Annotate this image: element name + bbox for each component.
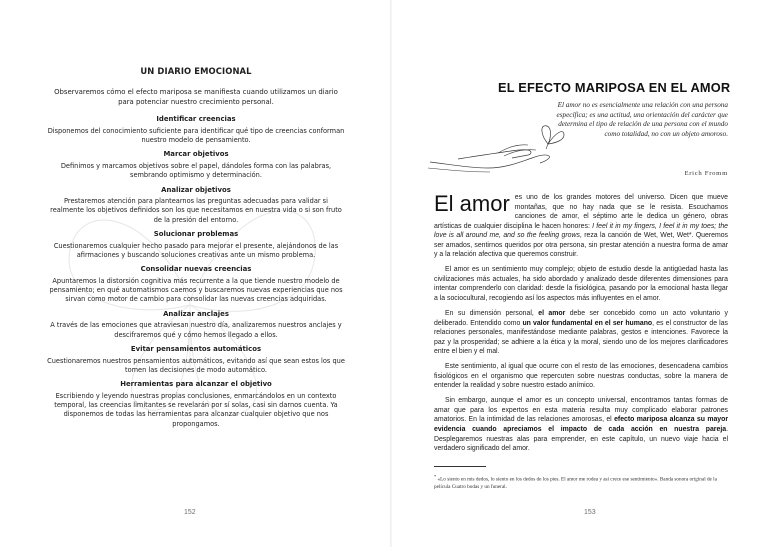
text-run: , es el constructor de las relaciones personales, manifestándose mediante palabras, gestos e intenciones. Favorece la paz y la prosperidad; se adhiere a la ética y la moral, siendo uno de los mejores clarificadores entre el bien y el mal. [434, 319, 728, 356]
left-content [47, 66, 345, 434]
section-text: Apuntaremos la distorsión cognitiva más recurrente a la que tiende nuestro modelo de pensamiento; en qué automatismos caemos y buscaremos nuevas experiencias que nos sirvan como motor de cambio para consolidar las nuevas creencias adquiridas. [49, 276, 343, 304]
bold-text: efecto mariposa alcanza su mayor evidencia cuando apreciamos el impacto de cada acción en nuestra pareja [434, 416, 728, 434]
drop-cap-word: El amor [434, 191, 510, 216]
text-run: En su dimensión personal, [445, 310, 539, 318]
quote-author: Erich Fromm [684, 170, 728, 177]
bold-text: un valor fundamental en el ser humano [522, 319, 653, 327]
text-run: . Desplegaremos nuestras alas para emprender, en este capítulo, un nuevo viaje hacia el verdadero significado del amor. [434, 426, 728, 453]
paragraph: Este sentimiento, al igual que ocurre con el resto de las emociones, desencadena cambios fisiológicos en el organismo que repercuten sobre nuestras conductas, sobre la manera de entender la realidad y sobre nuestro estado anímico. [434, 363, 728, 390]
section-heading: Identificar creencias [156, 115, 236, 124]
section-heading: Evitar pensamientos automáticos [130, 344, 262, 353]
footnote-rule [434, 466, 486, 467]
left-page [0, 0, 391, 547]
section-text: Disponemos del conocimiento suficiente para identificar qué tipo de creencias conforman nuestro modelo de pensamiento. [47, 126, 345, 145]
section-heading: Herramientas para alcanzar el objetivo [120, 380, 272, 389]
bold-text: el amor [538, 310, 566, 318]
paragraph: El amor es un sentimiento muy complejo; objeto de estudio desde la antigüedad hasta las civilizaciones más actuales, ha sido abordado y analizado desde diferentes dimensiones para intentar comprenderlo con claridad: desde la fisiológica, pasando por la emocional hasta llegar a la sociocultural, recogiendo así los aspectos más influyentes en el amor. [434, 266, 728, 302]
section-heading: Analizar anclajes [163, 309, 229, 318]
paragraph [434, 309, 728, 357]
footnote-mark: * [434, 474, 437, 479]
text-run: es uno de los grandes motores del universo. Dicen que mueve montañas, que no hay nada que se le resista. Escuchamos canciones de amor, el séptimo arte le dedica un género, obras artísticas de cualquier disciplina le hacen honores: [434, 194, 728, 230]
song-lyrics: I feel it in my fingers, I feel it in my toes; the love is all around me, and so the feeling grows [434, 222, 728, 240]
text-run: , reza la canción de Wet, Wet, Wet*. Queremos ser amados, sentirnos queridos por otra persona, sin prestar atención a nuestra forma de amar y a la relación afectiva que queremos construir. [434, 232, 728, 259]
left-page-intro: Observaremos cómo el efecto mariposa se manifiesta cuando utilizamos un diario para potenciar nuestro crecimiento personal. [54, 88, 338, 106]
section-text: Cuestionaremos cualquier hecho pasado para mejorar el presente, alejándonos de las afirmaciones y buscando soluciones creativas ante un mismo problema. [53, 241, 339, 259]
section-heading: Solucionar problemas [153, 230, 239, 239]
epigraph-quote: El amor no es esencialmente una relación con una persona específica; es una actitud, una orientación del carácter que determina el tipo de relación de una persona con el mundo como totalidad, no con un objeto amoroso. [556, 101, 728, 138]
section-heading: Consolidar nuevas creencias [140, 265, 252, 274]
footnote [434, 473, 728, 491]
paragraph [434, 396, 728, 453]
text-run: debe ser concebido como un acto voluntario y deliberado. Entendido como [434, 310, 728, 327]
page-number-left: 152 [184, 509, 196, 516]
paragraph [434, 193, 728, 260]
section-heading: Analizar objetivos [161, 185, 231, 194]
section-text: Definimos y marcamos objetivos sobre el papel, dándoles forma con las palabras, sembrando optimismo y determinación. [60, 161, 332, 180]
body-text [434, 193, 728, 459]
hand-butterfly-illustration [428, 118, 578, 176]
footnote-text: «Lo siento en mis dedos, lo siento en los dedos de los pies. El amor me rodea y así crece ese sentimiento». Banda sonora original de la película Cuatro bodas y un funeral. [434, 476, 717, 490]
text-run: Sin embargo, aunque el amor es un concepto universal, encontramos tantas formas de amar que para los expertos en esta materia resulta muy complicado elaborar patrones amatorios. En la intimidad de las relaciones amorosas, el [434, 397, 728, 424]
section-text: A través de las emociones que atraviesan nuestro día, analizaremos nuestros anclajes y descifraremos qué y cómo hemos llegado a ellos. [50, 321, 342, 339]
right-page [392, 0, 783, 547]
section-text: Escribiendo y leyendo nuestras propias conclusiones, enmarcándolos en un contexto temporal, las creencias limitantes se revelarán por sí solas, casi sin darnos cuenta. Ya disponemos de todas las herramientas para alcanzar cualquier objetivo que nos propongamos. [54, 391, 338, 428]
section-heading: Marcar objetivos [163, 150, 229, 159]
page-number-right: 153 [584, 509, 596, 516]
section-text: Prestaremos atención para plantearnos las preguntas adecuadas para validar si realmente los objetivos definidos son los que necesitamos en nuestra vida o si son fruto de la presión del entorno. [50, 197, 342, 224]
left-page-title: UN DIARIO EMOCIONAL [140, 66, 252, 76]
right-page-title: EL EFECTO MARIPOSA EN EL AMOR [498, 80, 731, 95]
section-text: Cuestionaremos nuestros pensamientos automáticos, evitando así que sean estos los que tomen las decisiones de modo automático. [47, 356, 345, 374]
